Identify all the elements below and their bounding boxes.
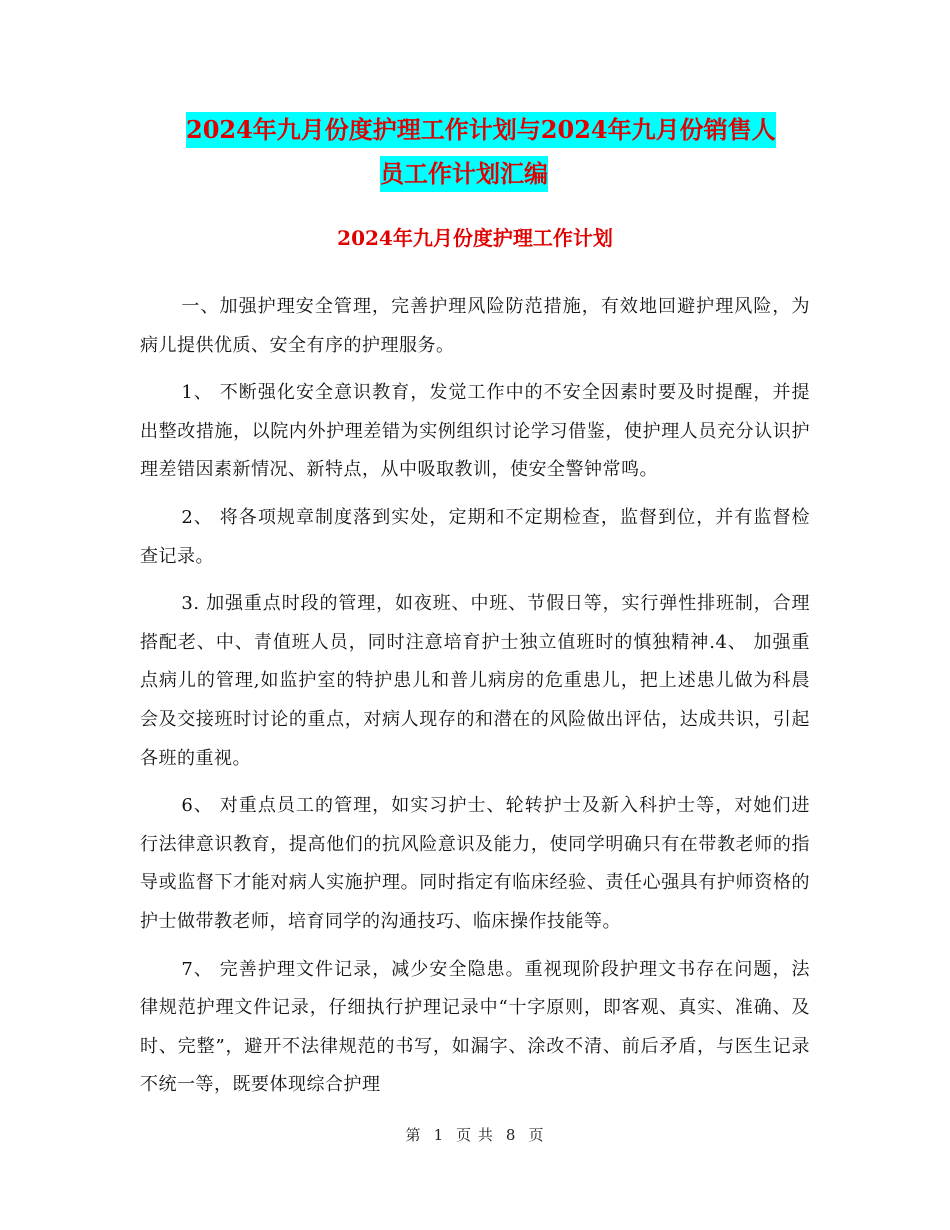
document-title-line-1: 2024年九月份度护理工作计划与2024年九月份销售人 — [186, 112, 776, 148]
footer-middle: 页 共 — [456, 1126, 494, 1144]
total-page-count: 8 — [505, 1126, 517, 1144]
paragraph: 6、 对重点员工的管理，如实习护士、轮转护士及新入科护士等，对她们进行法律意识教育，提高他们的抗风险意识及能力，使同学明确只有在带教老师的指导或监督下才能对病人实施护理。同时指定有临床经验、责任心强具有护师资格的护士做带教老师，培育同学的沟通技巧、临床操作技能等。 — [140, 795, 810, 932]
section-title: 2024年九月份度护理工作计划 — [337, 226, 613, 250]
footer-suffix: 页 — [528, 1126, 545, 1144]
page-footer — [0, 1124, 950, 1145]
footer-prefix: 第 — [405, 1126, 422, 1144]
paragraph: 2、 将各项规章制度落到实处，定期和不定期检查，监督到位，并有监督检查记录。 — [140, 506, 810, 567]
paragraph: 1、 不断强化安全意识教育，发觉工作中的不安全因素时要及时提醒，并提出整改措施，以院内外护理差错为实例组织讨论学习借鉴，使护理人员充分认识护理差错因素新情况、新特点，从中吸取教训，使安全警钟常鸣。 — [140, 382, 810, 481]
paragraph: 3. 加强重点时段的管理，如夜班、中班、节假日等，实行弹性排班制，合理搭配老、中、青值班人员，同时注意培育护士独立值班时的慎独精神.4、 加强重点病儿的管理,如监护室的特护患儿和普儿病房的危重患儿，把上述患儿做为科晨会及交接班时讨论的重点，对病人现存的和潜在的风险做出评估，达成共识，引起各班的重视。 — [140, 593, 810, 769]
paragraph: 一、加强护理安全管理，完善护理风险防范措施，有效地回避护理风险，为病儿提供优质、安全有序的护理服务。 — [140, 296, 810, 356]
paragraph: 7、 完善护理文件记录，减少安全隐患。重视现阶段护理文书存在问题，法律规范护理文件记录，仔细执行护理记录中“十字原则，即客观、真实、准确、及时、完整”，避开不法律规范的书写，如漏字、涂改不清、前后矛盾，与医生记录不统一等，既要体现综合护理 — [140, 958, 810, 1096]
document-body — [140, 288, 810, 1105]
document-title-line-2: 员工作计划汇编 — [380, 156, 548, 192]
current-page-number: 1 — [433, 1126, 445, 1144]
